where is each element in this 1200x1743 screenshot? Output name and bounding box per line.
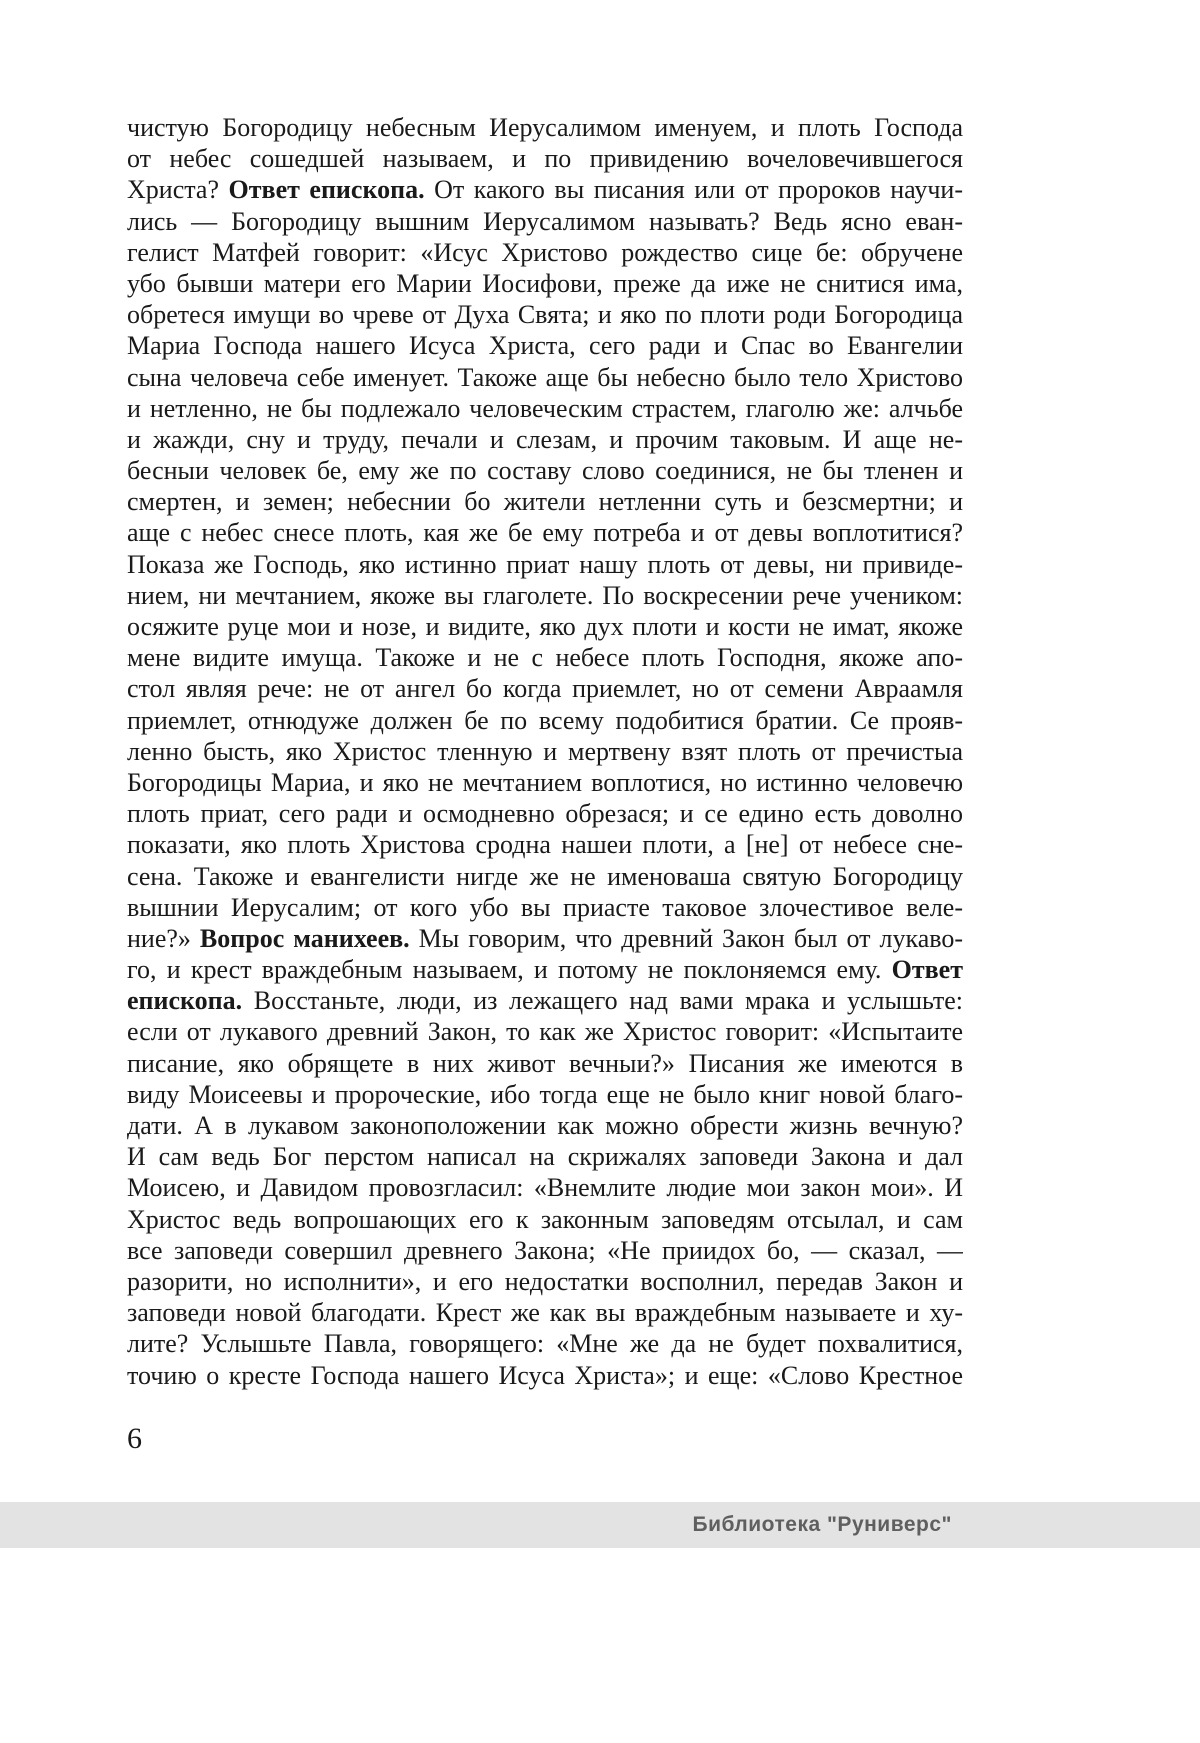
- text-line: бесныи человек бе, ему же по составу слово соединися, не бы тленен и: [127, 456, 963, 486]
- text-line: го, и крест враждебным называем, и потому не поклоняемся ему. Ответ: [127, 955, 963, 985]
- text-line: писание, яко обрящете в них живот вечныи?» Писания же имеются в: [127, 1048, 963, 1078]
- library-watermark: Библиотека "Руниверс": [692, 1513, 952, 1536]
- text-line: обретеся имущи во чреве от Духа Свята; и яко по плоти роди Богородица: [127, 300, 963, 330]
- text-line: епископа. Восстаньте, люди, из лежащего над вами мрака и услышьте:: [127, 986, 963, 1016]
- text-line: нием, ни мечтанием, якоже вы глаголете. По воскресении рече учеником:: [127, 580, 963, 610]
- text-line: смертен, и земен; небеснии бо жители нетленни суть и безсмертни; и: [127, 487, 963, 517]
- text-line: осяжите руце мои и нозе, и видите, яко дух плоти и кости не имат, якоже: [127, 612, 963, 641]
- text-line: показати, яко плоть Христова сродна нашеи плоти, а [не] от небесе сне-: [127, 830, 963, 860]
- text-line: Показа же Господь, яко истинно приат нашу плоть от девы, ни привиде-: [127, 549, 963, 579]
- text-line: Богородицы Мариа, и яко не мечтанием воплотися, но истинно человечю: [127, 767, 963, 797]
- text-line: разорити, но исполнити», и его недостатки восполнил, передав Закон и: [127, 1266, 963, 1296]
- text-line: Мариа Господа нашего Исуса Христа, сего ради и Спас во Евангелии: [127, 331, 963, 361]
- text-line: Моисею, и Давидом провозгласил: «Внемлите людие мои закон мои». И: [127, 1173, 963, 1203]
- text-line: убо бывши матери его Марии Иосифови, преже да иже не снитися има,: [127, 268, 963, 298]
- text-line: аще с небес снесе плоть, кая же бе ему потреба и от девы воплотитися?: [127, 518, 963, 548]
- text-line: заповеди новой благодати. Крест же как вы враждебным называете и ху-: [127, 1298, 963, 1328]
- text-line: Христос ведь вопрошающих его к законным заповедям отсылал, и сам: [127, 1204, 963, 1234]
- text-line: стол являя рече: не от ангел бо когда приемлет, но от семени Авраамля: [127, 674, 963, 704]
- text-line: от небес сошедшей называем, и по привидению вочеловечившегося: [127, 144, 963, 174]
- text-line: если от лукавого древний Закон, то как же Христос говорит: «Испытаите: [127, 1017, 963, 1047]
- text-line: вышнии Иерусалим; от кого убо вы приасте таковое злочестивое веле-: [127, 892, 963, 922]
- text-line: сына человеча себе именует. Такоже аще бы небесно было тело Христово: [127, 362, 963, 392]
- text-line: ленно бысть, яко Христос тленную и мертвену взят плоть от пречистыа: [127, 736, 963, 766]
- text-line: и нетленно, не бы подлежало человеческим страстем, глаголю же: алчьбе: [127, 393, 963, 423]
- text-line: Христа? Ответ епископа. От какого вы писания или от пророков научи-: [127, 175, 963, 205]
- page-text: [127, 112, 963, 1391]
- text-line: сена. Такоже и евангелисти нигде же не именоваша святую Богородицу: [127, 861, 963, 891]
- text-line: плоть приат, сего ради и осмодневно обрезася; и се едино есть доволно: [127, 799, 963, 829]
- text-line: дати. А в лукавом законоположении как можно обрести жизнь вечную?: [127, 1111, 963, 1140]
- page-number: 6: [127, 1422, 142, 1455]
- text-line: точию о кресте Господа нашего Исуса Христа»; и еще: «Слово Крестное: [127, 1360, 963, 1390]
- text-line: приемлет, отнюдуже должен бе по всему подобитися братии. Се прояв-: [127, 705, 963, 735]
- text-line: И сам ведь Бог перстом написал на скрижалях заповеди Закона и дал: [127, 1142, 963, 1172]
- text-line: гелист Матфей говорит: «Исус Христово рождество сице бе: обручене: [127, 237, 963, 267]
- text-line: чистую Богородицу небесным Иерусалимом именуем, и плоть Господа: [127, 113, 963, 142]
- text-line: мене видите имуща. Такоже и не с небесе плоть Господня, якоже апо-: [127, 643, 963, 673]
- text-line: и жажди, сну и труду, печали и слезам, и прочим таковым. И аще не-: [127, 424, 963, 454]
- text-line: ние?» Вопрос манихеев. Мы говорим, что древний Закон был от лукаво-: [127, 923, 963, 953]
- text-line: все заповеди совершил древнего Закона; «Не приидох бо, — сказал, —: [127, 1235, 963, 1265]
- text-line: лись — Богородицу вышним Иерусалимом называть? Ведь ясно еван-: [127, 206, 963, 236]
- text-line: лите? Услышьте Павла, говорящего: «Мне же да не будет похвалитися,: [127, 1329, 963, 1359]
- footer-band: [0, 1502, 1200, 1548]
- text-line: виду Моисеевы и пророческие, ибо тогда еще не было книг новой благо-: [127, 1079, 963, 1109]
